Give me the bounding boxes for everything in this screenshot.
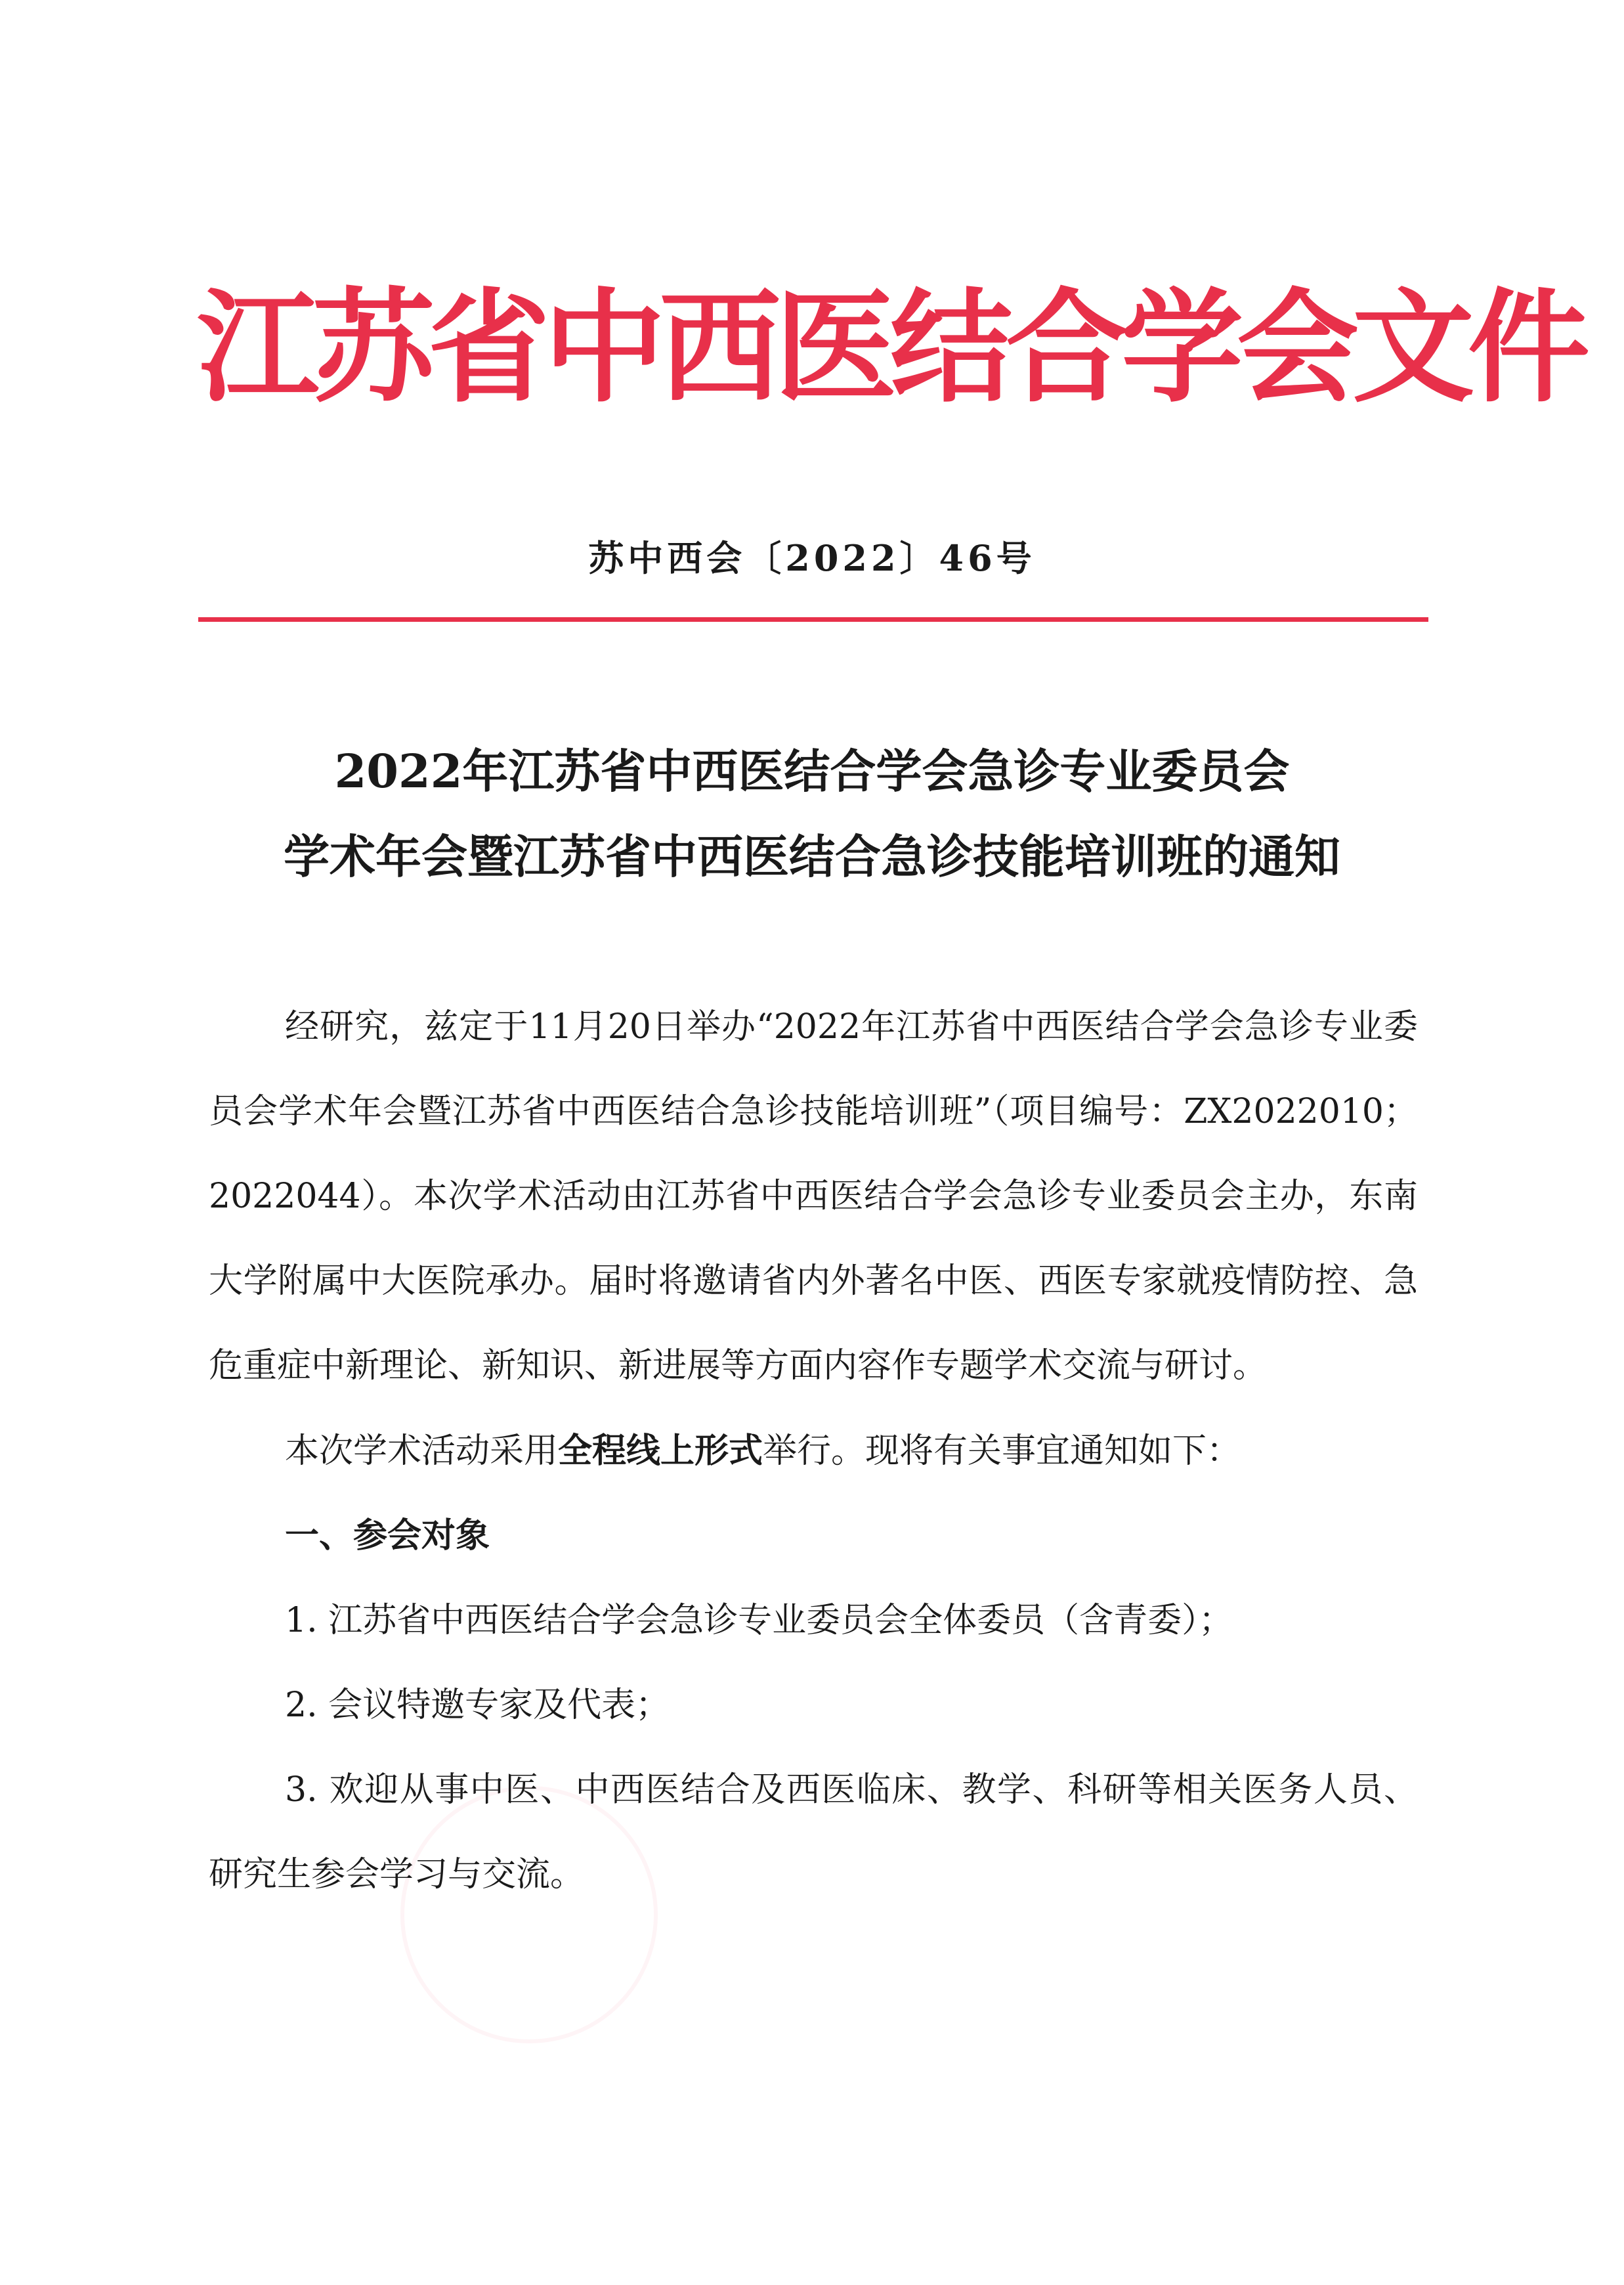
section-heading-attendees: 一、参会对象 [285, 1516, 490, 1556]
intro-paragraph: 经研究，兹定于11月20日举办“2022年江苏省中西医结合学会急诊专业委员会学术年会暨江苏省中西医结合急诊技能培训班”（项目编号：ZX2022010；2022044）。本次学术活动由江苏省中西医结合学会急诊专业委员会主办，东南大学附属中大医院承办。届时将邀请省内外著名中医、西医专家就疫情防控、急危重症中新理论、新知识、新进展等方面内容作专题学术交流与研讨。 [209, 1007, 1418, 1385]
notice-body [209, 985, 1418, 1917]
format-highlight: 全程线上形式 [558, 1431, 763, 1471]
header-divider [198, 617, 1428, 622]
notice-title-line-1: 2022年江苏省中西医结合学会急诊专业委员会 [334, 744, 1290, 798]
format-prefix: 本次学术活动采用 [285, 1431, 559, 1471]
document-number: 苏中西会〔2022〕46号 [588, 537, 1036, 579]
list-item: 3. 欢迎从事中医、中西医结合及西医临床、教学、科研等相关医务人员、研究生参会学习与交流。 [209, 1770, 1418, 1894]
list-item: 2. 会议特邀专家及代表； [285, 1686, 670, 1725]
notice-title [131, 729, 1493, 900]
format-paragraph [209, 1408, 1418, 1494]
masthead-title: 江苏省中西医结合学会文件 [197, 276, 1584, 419]
format-suffix: 举行。现将有关事宜通知如下： [763, 1431, 1241, 1471]
notice-title-line-2: 学术年会暨江苏省中西医结合急诊技能培训班的通知 [284, 829, 1340, 884]
list-item: 1. 江苏省中西医结合学会急诊专业委员会全体委员（含青委）； [285, 1601, 1233, 1640]
